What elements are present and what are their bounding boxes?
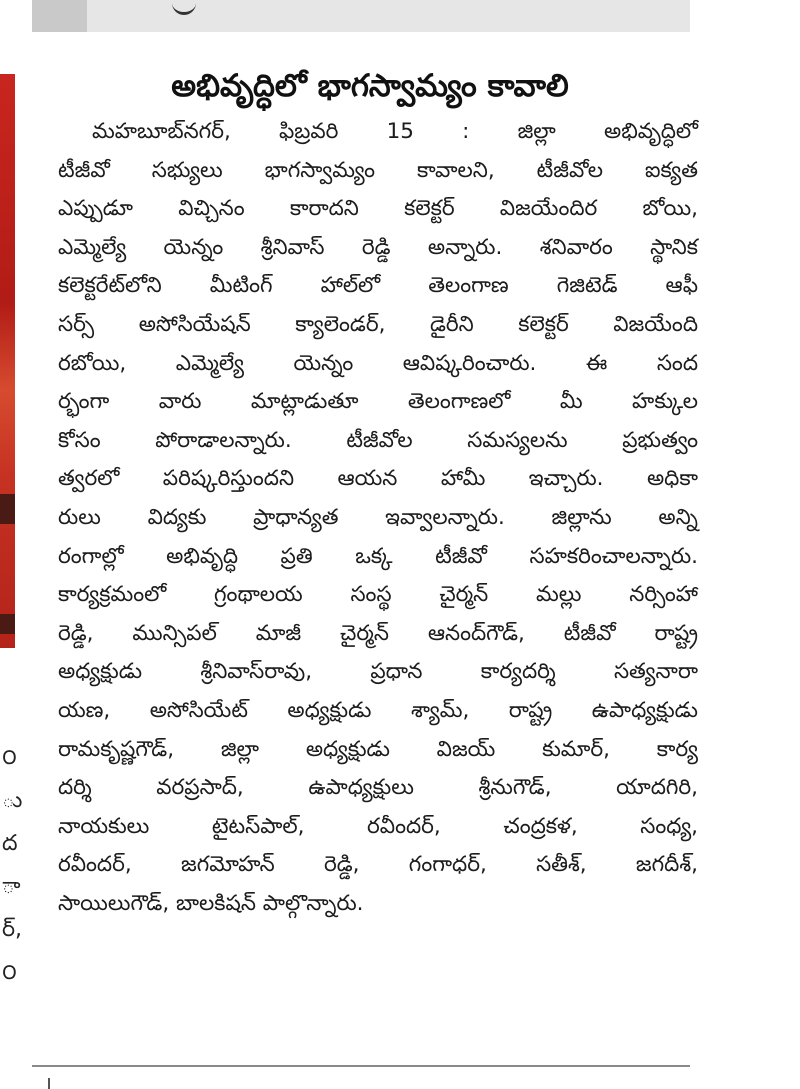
bottom-divider <box>32 1065 690 1067</box>
article-line: ఎప్పుడూ విచ్చినం కారాదని కలెక్టర్ విజయేందిర బోయి, <box>58 196 698 222</box>
article-line: సర్స్ అసోసియేషన్ క్యాలెండర్, డైరీని కలెక్టర్ విజయేంది <box>58 311 698 337</box>
article-line: దర్శి వరప్రసాద్, ఉపాధ్యక్షులు శ్రీనుగౌడ్, యాదగిరి, <box>58 775 698 801</box>
article-line: కోసం పోరాడాలన్నారు. టీజీవోల సమస్యలను ప్రభుత్వం <box>58 427 698 453</box>
article-line: ర్భంగా వారు మాట్లాడుతూ తెలంగాణలో మీ హక్కుల <box>58 389 698 415</box>
left-fragment: ౦ <box>2 745 17 770</box>
article-line: రామకృష్ణగౌడ్, జిల్లా అధ్యక్షుడు విజయ్ కుమార్, కార్య <box>58 736 698 762</box>
left-fragment: ౦ <box>2 960 17 985</box>
article-headline: అభివృద్ధిలో భాగస్వామ్యం కావాలి <box>171 68 569 104</box>
left-fragment: ు <box>2 788 23 813</box>
header-block <box>32 0 87 32</box>
left-fragment: ర్, <box>2 917 23 942</box>
cropped-heading-glyph <box>172 0 196 15</box>
article-line: యణ, అసోసియేట్ అధ్యక్షుడు శ్యామ్, రాష్ట్ర ఉపాధ్యక్షుడు <box>58 697 698 723</box>
left-fragment: ద <box>2 831 18 856</box>
article-line: త్వరలో పరిష్కరిస్తుందని ఆయన హామీ ఇచ్చారు. అధికా <box>58 466 698 492</box>
left-fragment: ా <box>2 874 21 899</box>
bottom-tick-mark <box>48 1078 50 1089</box>
article-body <box>58 113 698 923</box>
article-line: రులు విద్యకు ప్రాధాన్యత ఇవ్వాలన్నారు. జిల్లాను అన్ని <box>58 504 698 530</box>
article-line: రవీందర్, జగమోహన్ రెడ్డి, గంగాధర్, సతీశ్, జగదీశ్, <box>58 852 698 878</box>
top-header-strip <box>32 0 690 32</box>
article-line: సాయిలుగౌడ్, బాలకిషన్ పాల్గొన్నారు. <box>58 890 364 916</box>
article-line: కలెక్టరేట్‌లోని మీటింగ్ హాల్‌లో తెలంగాణ గెజిటెడ్ ఆఫీ <box>58 273 698 299</box>
article-line: అధ్యక్షుడు శ్రీనివాస్‌రావు, ప్రధాన కార్యదర్శి సత్యనారా <box>58 659 698 685</box>
article-line: టీజీవో సభ్యులు భాగస్వామ్యం కావాలని, టీజీవోల ఐక్యత <box>58 157 698 183</box>
article-line: మహబూబ్‌నగర్, ఫిబ్రవరి 15 : జిల్లా అభివృద్ధిలో <box>92 119 698 144</box>
article-line: రంగాల్లో అభివృద్ధి ప్రతి ఒక్క టీజీవో సహకరించాలన్నారు. <box>58 543 698 569</box>
article-line: రబోయి, ఎమ్మెల్యే యెన్నం ఆవిష్కరించారు. ఈ సంద <box>58 350 698 376</box>
article-line: ఎమ్మెల్యే యెన్నం శ్రీనివాస్ రెడ్డి అన్నారు. శనివారం స్థానిక <box>58 234 698 260</box>
article-line: నాయకులు టైటస్‌పాల్, రవీందర్, చంద్రకళ, సంధ్య, <box>58 813 698 839</box>
article-line: కార్యక్రమంలో గ్రంథాలయ సంస్థ చైర్మన్ మల్లు నర్సింహా <box>58 582 698 608</box>
cropped-photo <box>0 74 15 648</box>
article-line: రెడ్డి, మున్సిపల్ మాజీ చైర్మన్ ఆనంద్‌గౌడ్, టీజీవో రాష్ట్ర <box>58 620 698 646</box>
